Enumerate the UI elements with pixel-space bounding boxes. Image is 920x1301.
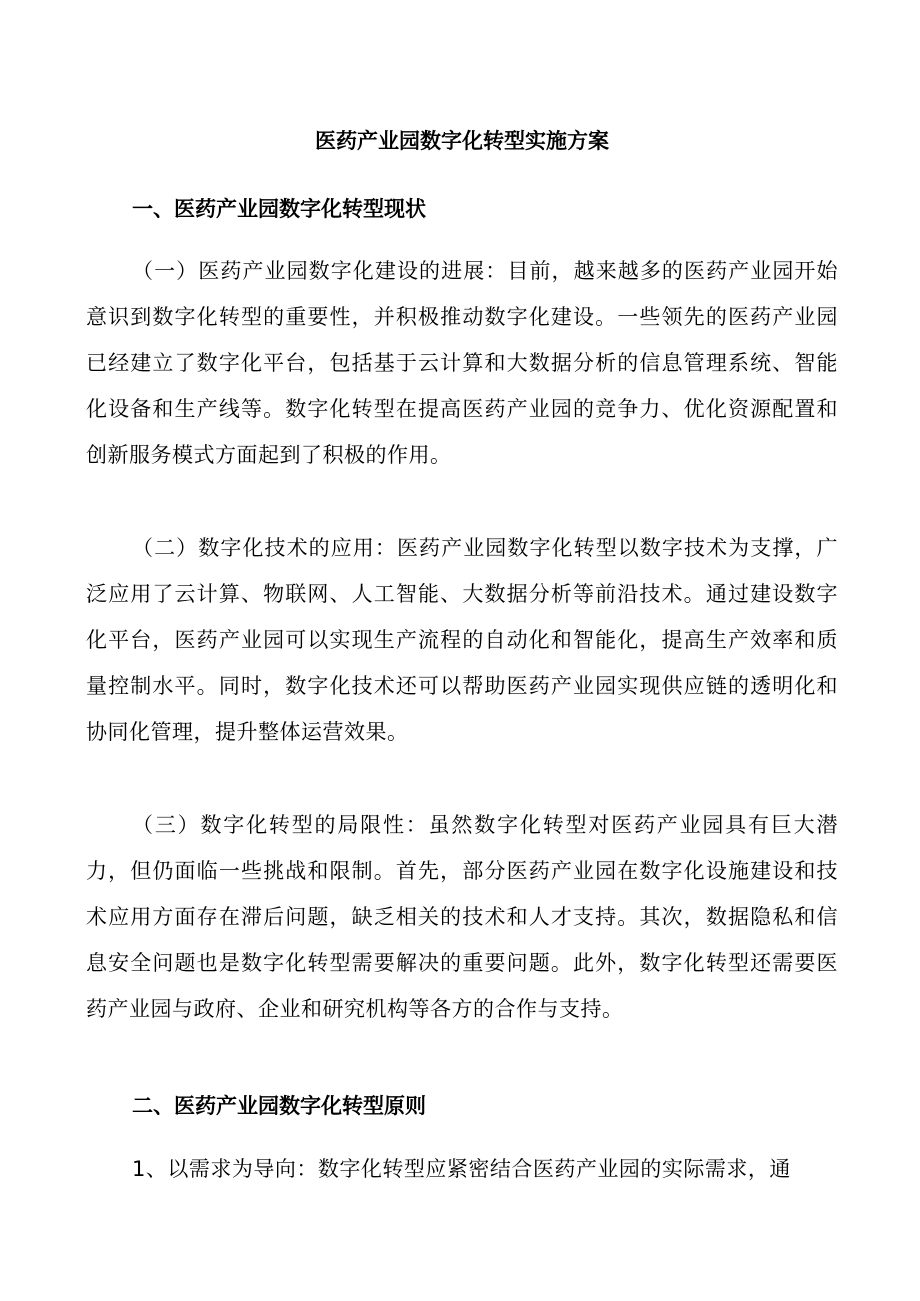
section-heading-1: 一、医药产业园数字化转型现状 bbox=[132, 197, 426, 221]
document-page bbox=[86, 0, 838, 1301]
section-heading-2: 二、医药产业园数字化转型原则 bbox=[132, 1094, 426, 1118]
paragraph-1-2: （二）数字化技术的应用：医药产业园数字化转型以数字技术为支撑，广泛应用了云计算、物联网、人工智能、大数据分析等前沿技术。通过建设数字化平台，医药产业园可以实现生产流程的自动化和智能化，提高生产效率和质量控制水平。同时，数字化技术还可以帮助医药产业园实现供应链的透明化和协同化管理，提升整体运营效果。 bbox=[86, 536, 838, 744]
document-title: 医药产业园数字化转型实施方案 bbox=[315, 129, 609, 153]
paragraph-1-1: （一）医药产业园数字化建设的进展：目前，越来越多的医药产业园开始意识到数字化转型的重要性，并积极推动数字化建设。一些领先的医药产业园已经建立了数字化平台，包括基于云计算和大数据分析的信息管理系统、智能化设备和生产线等。数字化转型在提高医药产业园的竞争力、优化资源配置和创新服务模式方面起到了积极的作用。 bbox=[86, 259, 838, 467]
paragraph-2-1: 1、以需求为导向：数字化转型应紧密结合医药产业园的实际需求，通 bbox=[132, 1157, 791, 1181]
paragraph-1-3: （三）数字化转型的局限性：虽然数字化转型对医药产业园具有巨大潜力，但仍面临一些挑战和限制。首先，部分医药产业园在数字化设施建设和技术应用方面存在滞后问题，缺乏相关的技术和人才支持。其次，数据隐私和信息安全问题也是数字化转型需要解决的重要问题。此外，数字化转型还需要医药产业园与政府、企业和研究机构等各方的合作与支持。 bbox=[86, 813, 838, 1021]
